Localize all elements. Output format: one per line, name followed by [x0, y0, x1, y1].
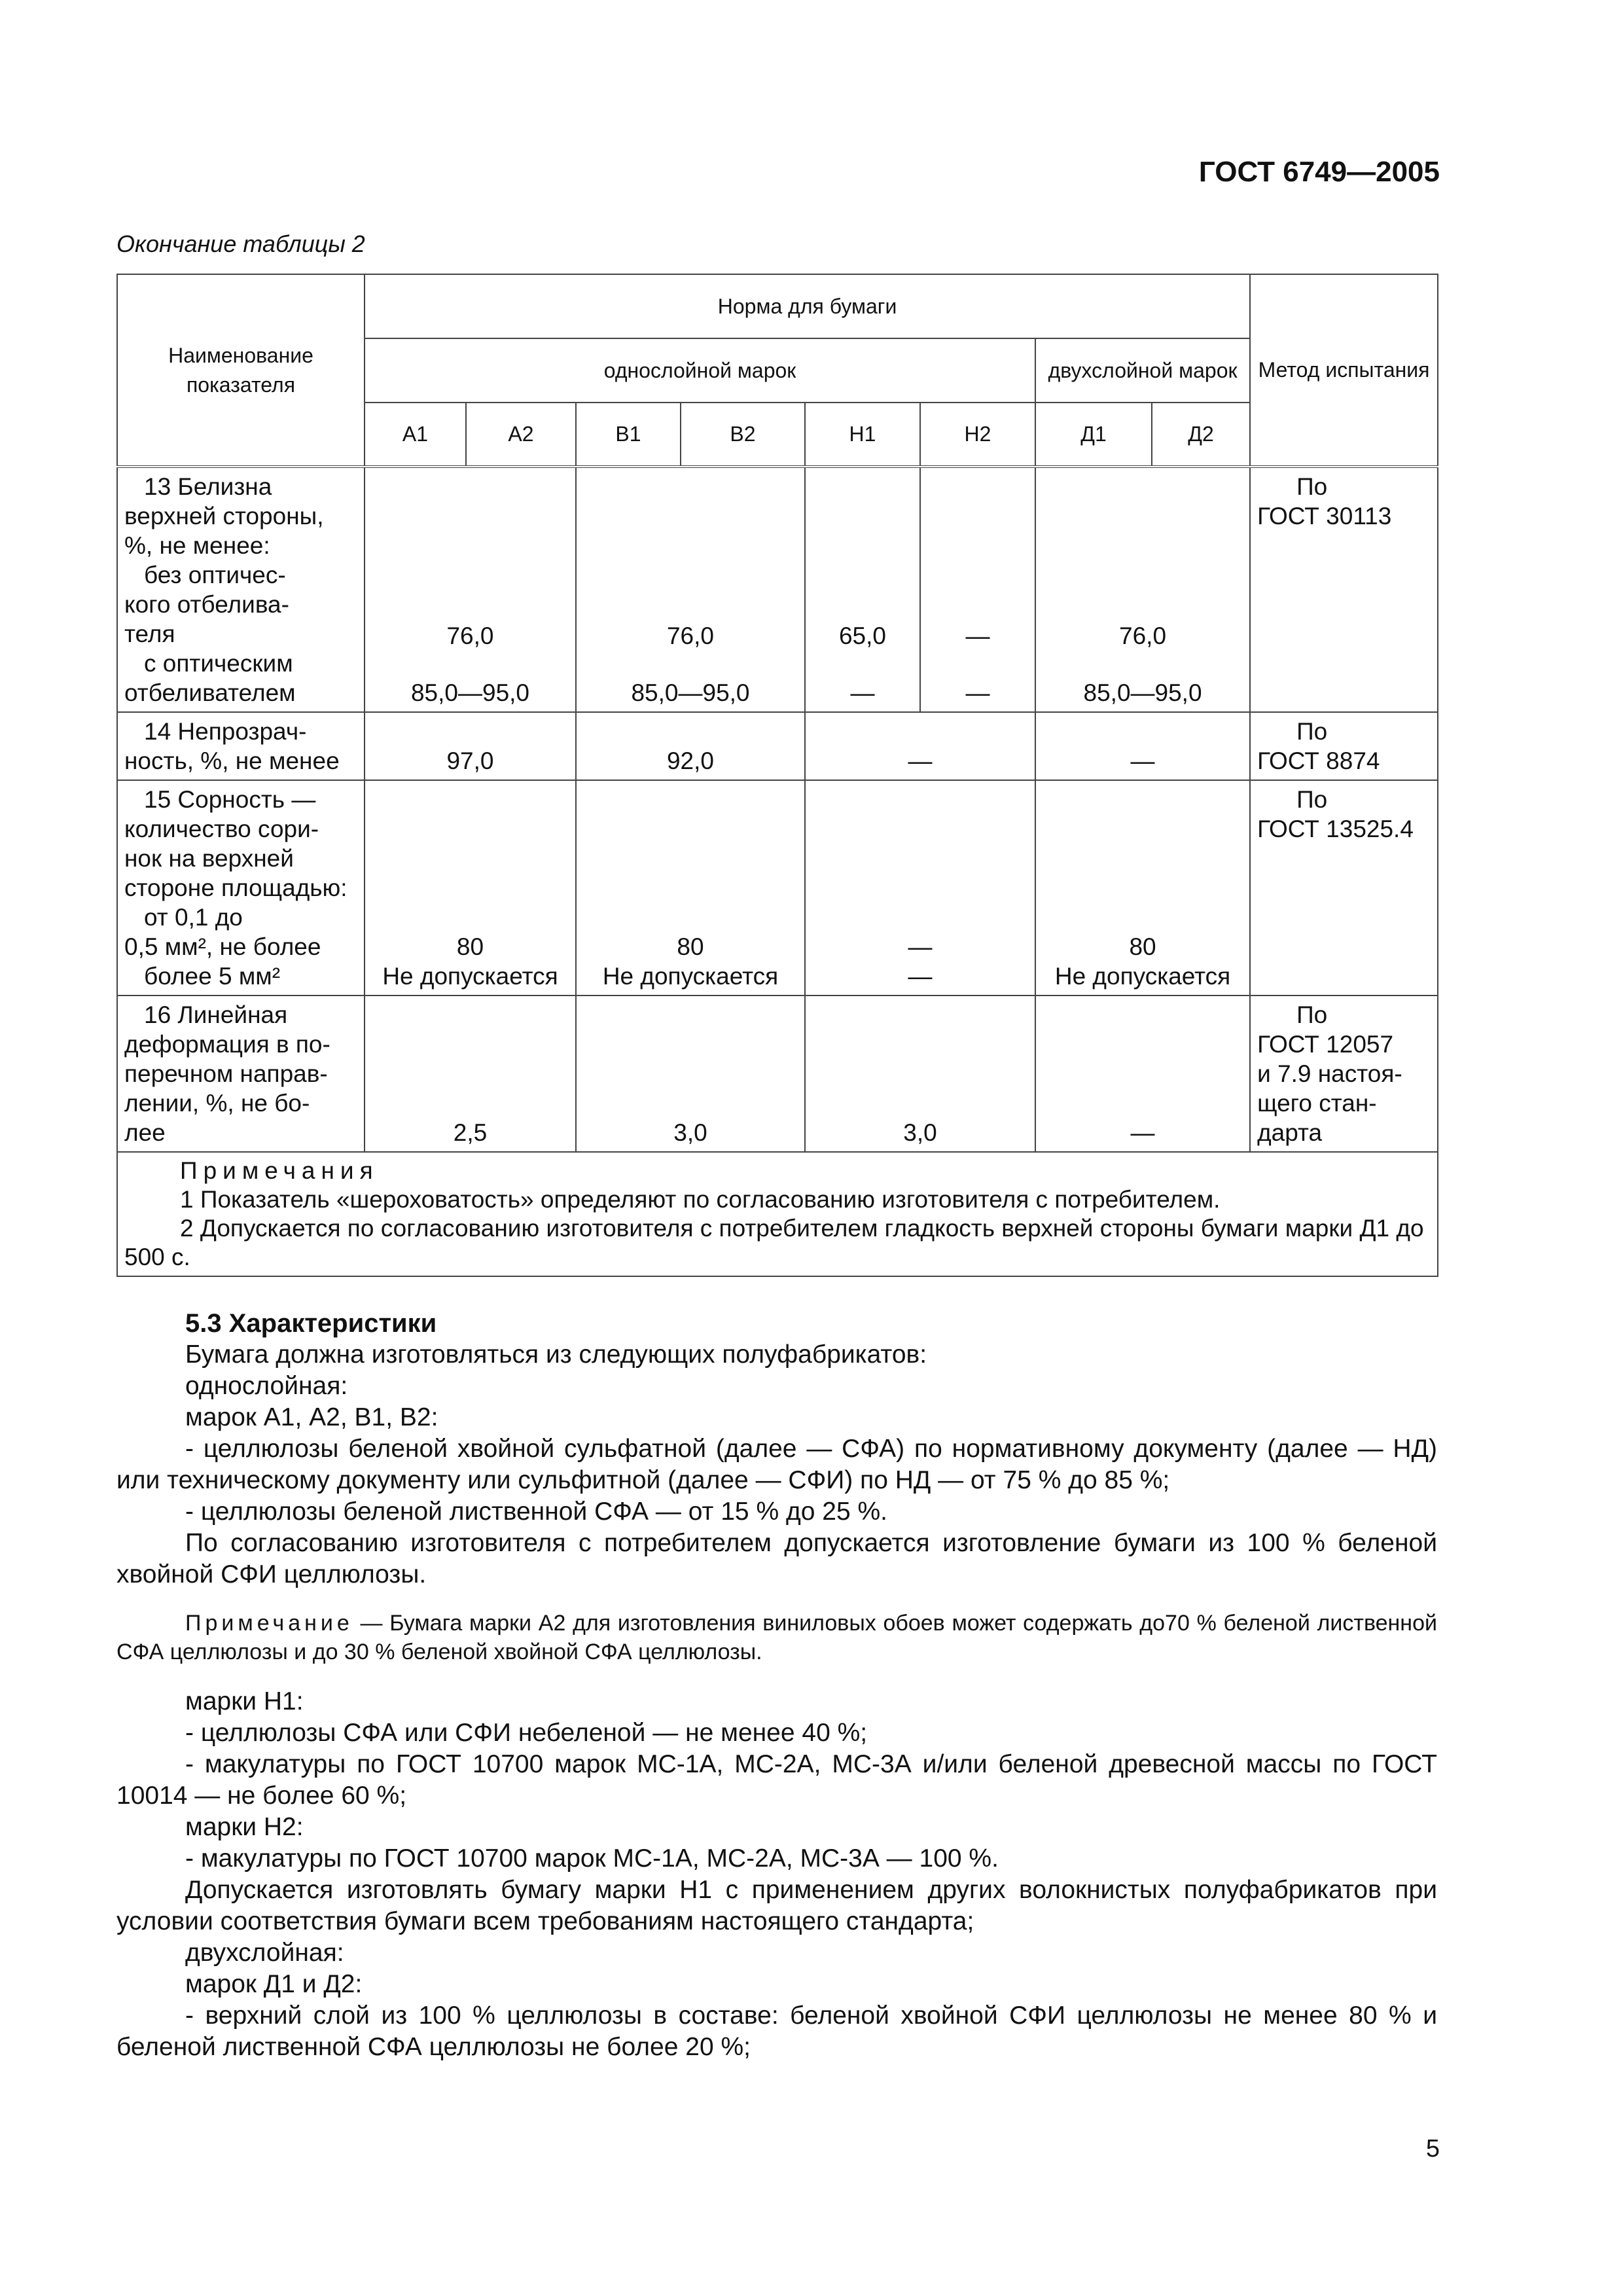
value-cell: 3,0 — [576, 996, 805, 1152]
value-cell — [365, 467, 576, 712]
requirements-table — [116, 274, 1438, 1277]
indicator-name — [117, 712, 365, 780]
indicator-line: верхней стороны, — [124, 503, 324, 529]
value-cell: 2,5 — [365, 996, 576, 1152]
table-notes — [117, 1152, 1438, 1276]
method-line: По — [1296, 473, 1328, 500]
grade-header: В1 — [576, 403, 681, 467]
value: 85,0—95,0 — [1083, 679, 1202, 706]
header-indicator: Наименование показателя — [117, 274, 365, 467]
indicator-line: деформация в по- — [124, 1031, 330, 1058]
value: 80 — [677, 933, 704, 960]
method-cell — [1250, 780, 1438, 996]
grade-header: Н2 — [920, 403, 1035, 467]
value-cell — [1035, 467, 1250, 712]
notes-title: Примечания — [180, 1157, 379, 1184]
value-cell — [920, 467, 1035, 712]
value: 76,0 — [666, 622, 714, 649]
paragraph: - целлюлозы СФА или СФИ небеленой — не менее 40 %; — [185, 1719, 868, 1747]
value: 85,0—95,0 — [410, 679, 530, 706]
table-caption: Окончание таблицы 2 — [116, 230, 365, 257]
indicator-line: отбеливателем — [124, 679, 296, 706]
value-cell — [365, 780, 576, 996]
indicator-line: 13 Белизна — [144, 473, 272, 500]
table-row — [117, 780, 1438, 996]
value-cell — [805, 780, 1035, 996]
grade-header: Д2 — [1152, 403, 1250, 467]
section-body — [116, 1308, 1437, 2063]
value-cell: — — [805, 712, 1035, 780]
paragraph: марок А1, А2, В1, В2: — [185, 1403, 438, 1431]
value-cell — [576, 467, 805, 712]
indicator-line: более 5 мм² — [144, 963, 281, 990]
page-number: 5 — [1425, 2135, 1440, 2162]
indicator-line: 0,5 мм², не более — [124, 933, 321, 960]
value: 65,0 — [838, 622, 886, 649]
indicator-line: лении, %, не бо- — [124, 1090, 310, 1117]
value-cell — [1035, 780, 1250, 996]
method-cell — [1250, 996, 1438, 1152]
paragraph: - целлюлозы беленой лиственной СФА — от 15 % до 25 %. — [185, 1498, 887, 1526]
value: 85,0—95,0 — [631, 679, 750, 706]
indicator-line: от 0,1 до — [144, 904, 243, 931]
paragraph: Допускается изготовлять бумагу марки Н1 с применением других волокнистых полуфабрикатов при условии соответствия бумаги всем требованиям настоящего стандарта; — [116, 1876, 1437, 1935]
method-line: ГОСТ 12057 — [1257, 1031, 1394, 1058]
method-line: ГОСТ 13525.4 — [1257, 816, 1414, 842]
table-row — [117, 712, 1438, 780]
paragraph: двухслойная: — [185, 1939, 344, 1967]
indicator-line: кого отбелива- — [124, 591, 289, 618]
paragraph: - верхний слой из 100 % целлюлозы в составе: беленой хвойной СФИ целлюлозы не менее 80 % и беленой лиственной СФА целлюлозы не более 20 %; — [116, 2001, 1437, 2061]
value-cell: 92,0 — [576, 712, 805, 780]
value: 76,0 — [1119, 622, 1167, 649]
value: — — [965, 622, 990, 649]
paragraph: однослойная: — [185, 1372, 348, 1400]
method-line: щего стан- — [1257, 1090, 1377, 1117]
paragraph: Бумага должна изготовляться из следующих полуфабрикатов: — [185, 1340, 927, 1369]
table-row — [117, 467, 1438, 712]
indicator-line: перечном направ- — [124, 1060, 328, 1087]
section-heading: 5.3 Характеристики — [185, 1309, 437, 1338]
paragraph: - макулатуры по ГОСТ 10700 марок МС-1А, МС-2А, МС-3А и/или беленой древесной массы по ГОСТ 10014 — не более 60 %; — [116, 1750, 1437, 1810]
value: 80 — [456, 933, 484, 960]
value: Не допускается — [1054, 963, 1231, 990]
method-line: По — [1296, 786, 1328, 813]
indicator-line: без оптичес- — [144, 562, 286, 588]
value: — — [908, 963, 933, 990]
indicator-line: теля — [124, 620, 175, 647]
indicator-name — [117, 467, 365, 712]
value-cell — [805, 467, 920, 712]
note-1: 1 Показатель «шероховатость» определяют по согласованию изготовителя с потребителем. — [180, 1186, 1221, 1213]
section-note — [116, 1609, 1437, 1666]
method-line: и 7.9 настоя- — [1257, 1060, 1402, 1087]
note-label: Примечание — [185, 1611, 353, 1636]
value: — — [965, 679, 990, 706]
paragraph: - макулатуры по ГОСТ 10700 марок МС-1А, МС-2А, МС-3А — 100 %. — [185, 1844, 999, 1873]
header-double-layer: двухслойной марок — [1035, 338, 1250, 403]
value-cell — [576, 780, 805, 996]
standard-code: ГОСТ 6749—2005 — [1198, 156, 1440, 188]
value: — — [908, 933, 933, 960]
method-line: ГОСТ 30113 — [1257, 503, 1392, 529]
grade-header: В2 — [681, 403, 805, 467]
paragraph: марки Н2: — [185, 1813, 304, 1841]
indicator-line: с оптическим — [144, 650, 293, 677]
indicator-line: 16 Линейная — [144, 1001, 288, 1028]
header-method: Метод испытания — [1250, 274, 1438, 467]
value: Не допускается — [382, 963, 558, 990]
paragraph: По согласованию изготовителя с потребителем допускается изготовление бумаги из 100 % беленой хвойной СФИ целлюлозы. — [116, 1529, 1437, 1588]
indicator-line: лее — [124, 1119, 166, 1146]
indicator-line: %, не менее: — [124, 532, 270, 559]
paragraph: марки Н1: — [185, 1687, 304, 1715]
method-line: дарта — [1257, 1119, 1323, 1146]
paragraph: марок Д1 и Д2: — [185, 1970, 363, 1998]
indicator-name — [117, 996, 365, 1152]
method-line: По — [1296, 718, 1328, 745]
indicator-name — [117, 780, 365, 996]
value-cell: 3,0 — [805, 996, 1035, 1152]
grade-header: Н1 — [805, 403, 920, 467]
method-cell — [1250, 712, 1438, 780]
value: 76,0 — [446, 622, 494, 649]
notes-row — [117, 1152, 1438, 1276]
value: — — [850, 679, 875, 706]
header-norm: Норма для бумаги — [365, 274, 1250, 338]
indicator-line: 15 Сорность — — [144, 786, 316, 813]
indicator-line: количество сори- — [124, 816, 319, 842]
value-cell: 97,0 — [365, 712, 576, 780]
method-line: ГОСТ 8874 — [1257, 747, 1380, 774]
indicator-line: 14 Непрозрач- — [144, 718, 307, 745]
value: Не допускается — [602, 963, 779, 990]
method-line: По — [1296, 1001, 1328, 1028]
indicator-line: нок на верхней — [124, 845, 294, 872]
note-2: 2 Допускается по согласованию изготовителя с потребителем гладкость верхней стороны бумаги марки Д1 до 500 с. — [124, 1215, 1424, 1270]
value-cell: — — [1035, 996, 1250, 1152]
header-single-layer: однослойной марок — [365, 338, 1035, 403]
value-cell: — — [1035, 712, 1250, 780]
table-row — [117, 996, 1438, 1152]
note-text: — Бумага марки А2 для изготовления виниловых обоев может содержать до70 % беленой лиственной СФА целлюлозы и до 30 % беленой хвойной СФА целлюлозы. — [116, 1611, 1437, 1664]
method-cell — [1250, 467, 1438, 712]
value: 80 — [1129, 933, 1156, 960]
paragraph: - целлюлозы беленой хвойной сульфатной (далее — СФА) по нормативному документу (далее — НД) или техническому документу или сульфитной (далее — СФИ) по НД — от 75 % до 85 %; — [116, 1435, 1437, 1494]
indicator-line: стороне площадью: — [124, 874, 348, 901]
indicator-line: ность, %, не менее — [124, 747, 340, 774]
grade-header: А1 — [365, 403, 466, 467]
grade-header: Д1 — [1035, 403, 1152, 467]
grade-header: А2 — [466, 403, 576, 467]
